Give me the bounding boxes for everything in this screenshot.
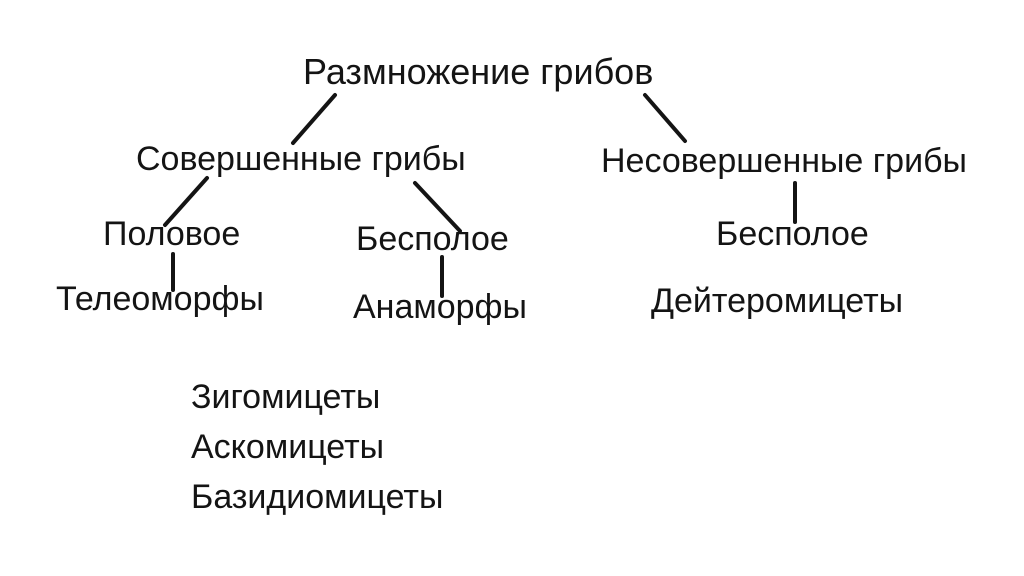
list-item-zygomycetes: Зигомицеты xyxy=(191,378,381,416)
connector-root-perfect xyxy=(293,95,335,143)
node-asexual-reproduction-imperfect: Бесполое xyxy=(716,215,869,253)
node-perfect-fungi: Совершенные грибы xyxy=(136,140,466,178)
node-anamorphs: Анаморфы xyxy=(353,288,527,326)
node-deuteromycetes: Дейтеромицеты xyxy=(651,282,904,320)
node-imperfect-fungi: Несовершенные грибы xyxy=(601,142,967,180)
diagram-title: Размножение грибов xyxy=(303,51,654,92)
node-sexual-reproduction: Половое xyxy=(103,215,241,253)
list-item-ascomycetes: Аскомицеты xyxy=(191,428,385,466)
node-teleomorphs: Телеоморфы xyxy=(56,280,264,318)
teleomorph-groups-list xyxy=(191,372,443,522)
connector-root-imperfect xyxy=(645,95,685,141)
node-asexual-reproduction-perfect: Бесполое xyxy=(356,220,509,258)
list-item-basidiomycetes: Базидиомицеты xyxy=(191,478,444,516)
